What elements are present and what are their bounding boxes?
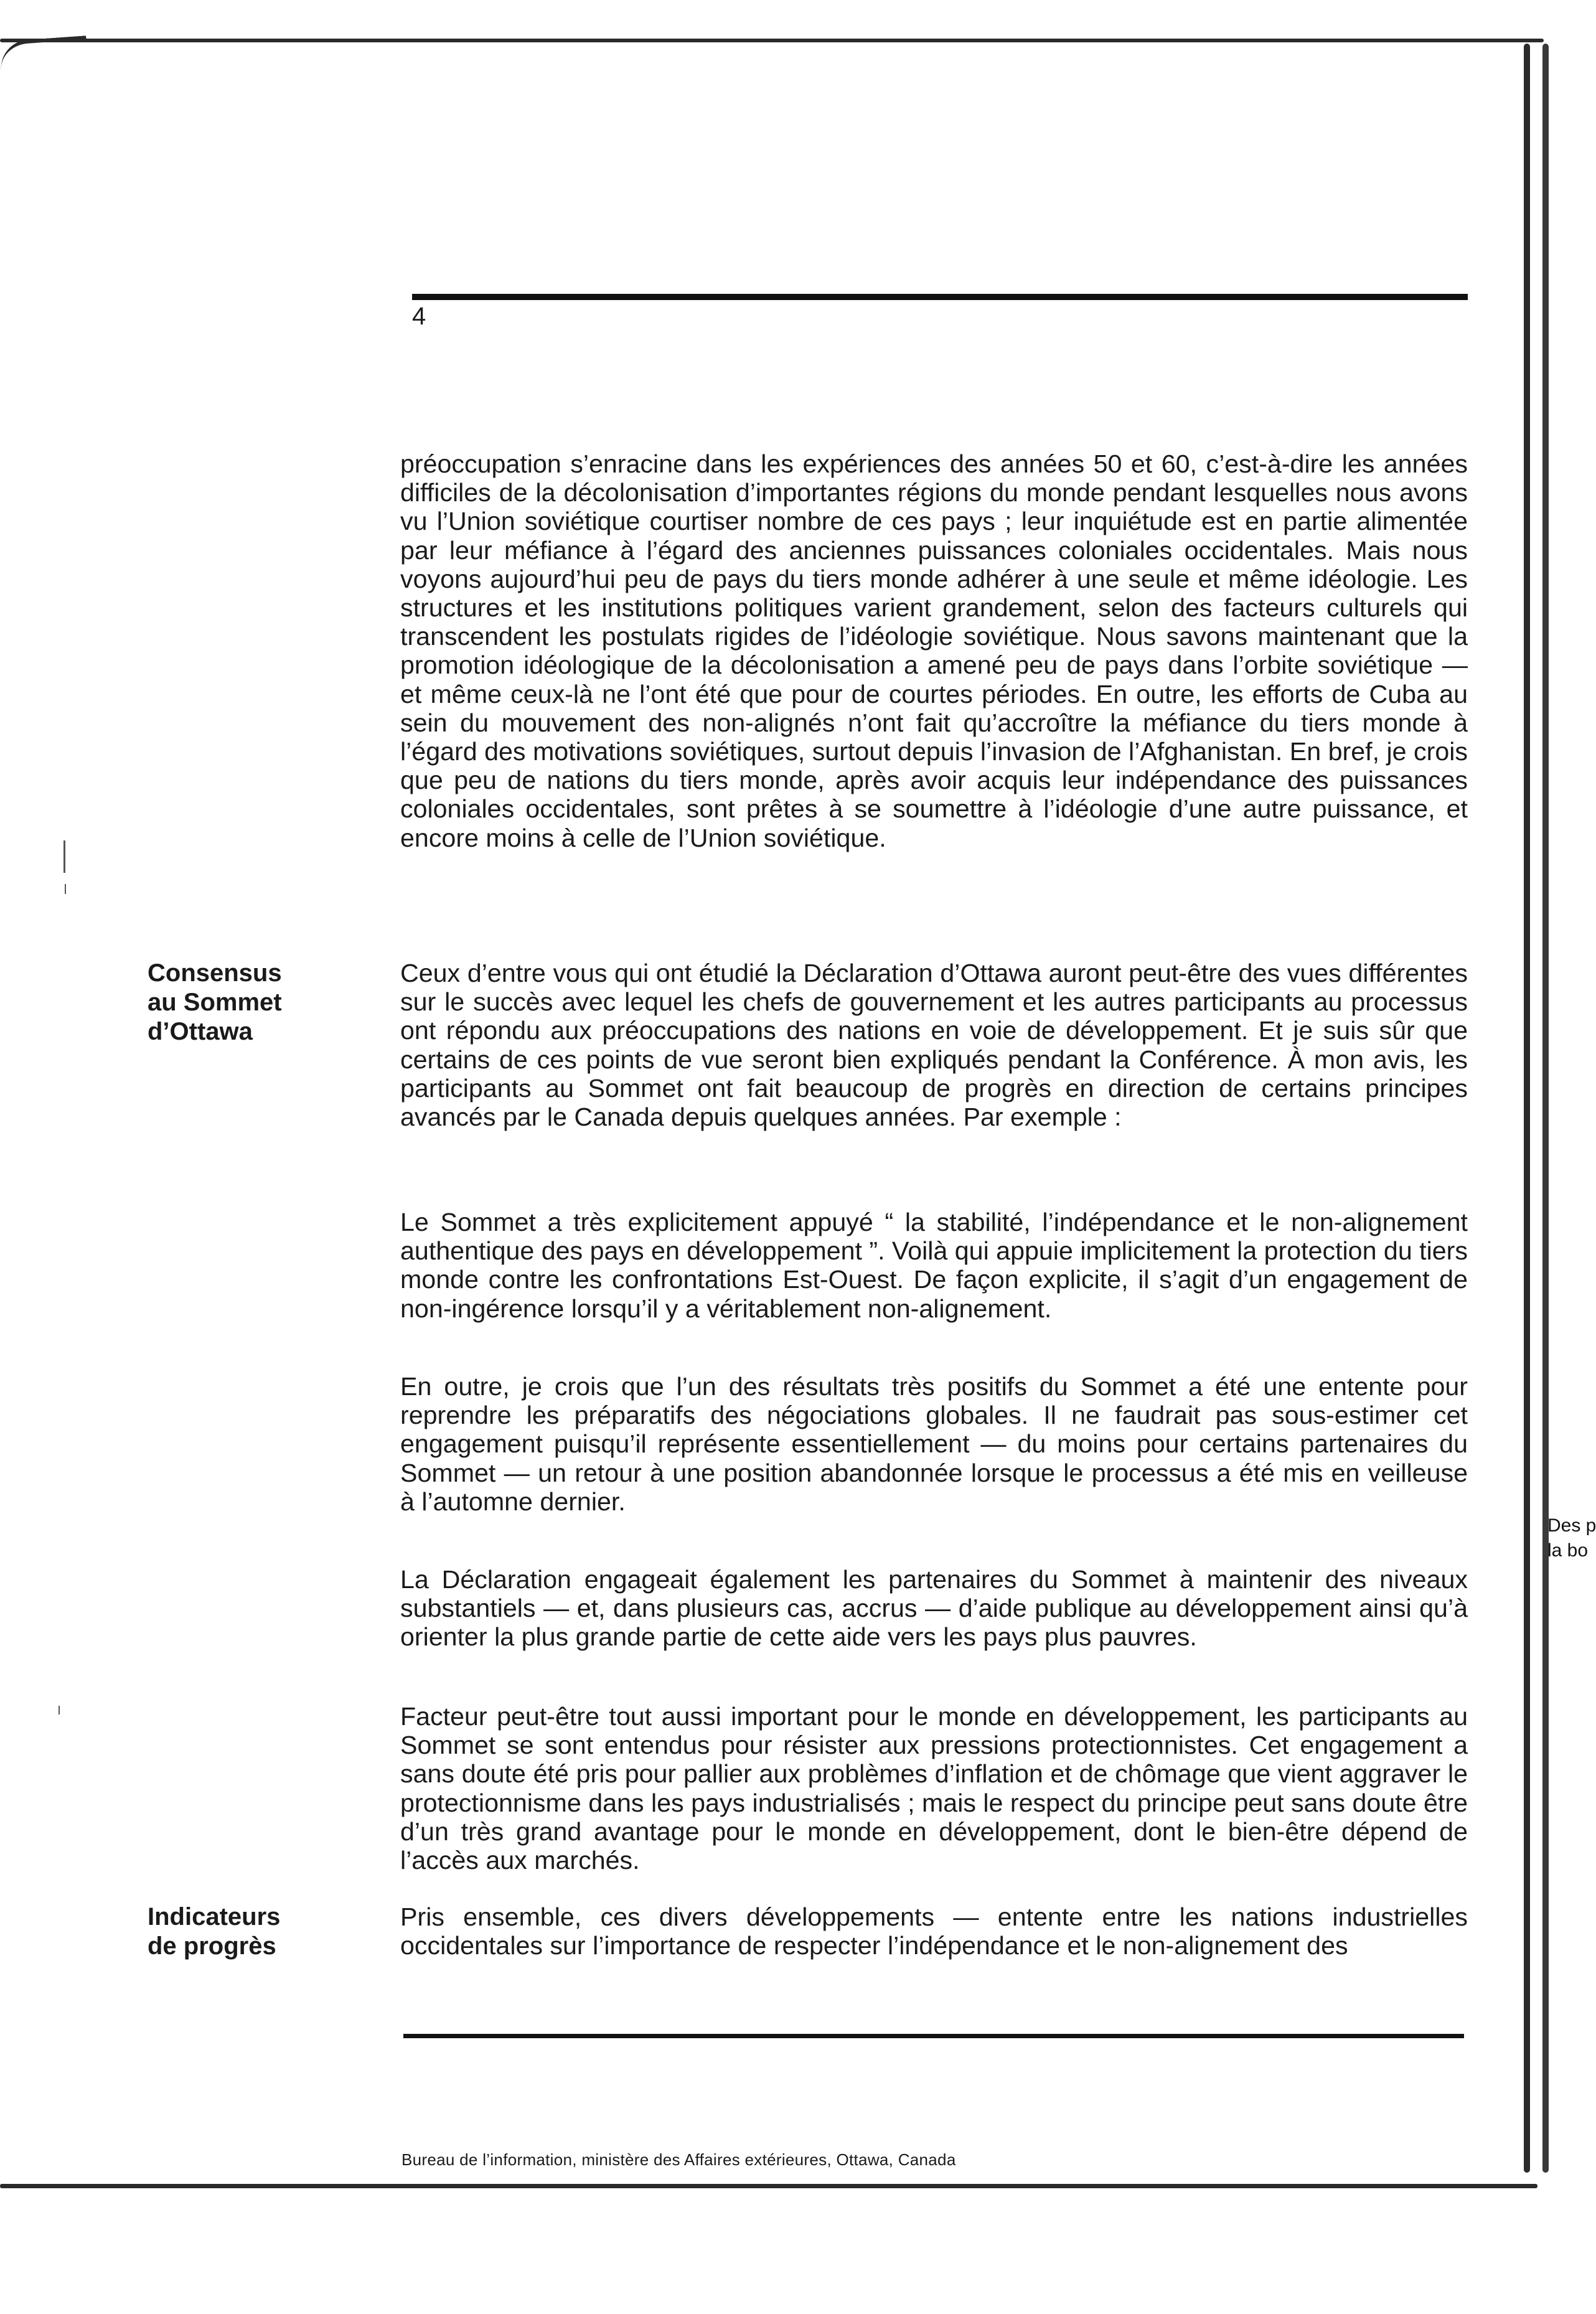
margin-heading-line: Consensus — [148, 959, 282, 987]
scan-frame-right — [1524, 44, 1530, 2173]
scan-speck — [65, 884, 66, 894]
scan-speck — [63, 840, 65, 873]
scan-frame-bottom — [0, 2184, 1537, 2188]
body-paragraph: Facteur peut-être tout aussi important pour le monde en développement, les participants au Sommet se sont entendus pour résister aux pressions protectionnistes. Cet engagement a sans doute été pris pour pallier aux problèmes d’inflation et de chômage que vient aggraver le protectionnisme dans les pays industrialisés ; mais le respect du principe peut sans doute être d’un très grand avantage pour le monde en développement, dont le bien-être dépend de l’accès aux marchés. — [400, 1702, 1468, 1875]
scan-frame-right-inner — [1542, 44, 1549, 2173]
body-paragraph: Pris ensemble, ces divers développements — entente entre les nations industrielles occidentales sur l’importance de respecter l’indépendance et le non-alignement des — [400, 1902, 1468, 1960]
scan-speck — [59, 1706, 60, 1714]
margin-heading-indicateurs — [148, 1902, 334, 1961]
margin-heading-line: Indicateurs — [148, 1903, 281, 1931]
margin-heading-line: de progrès — [148, 1932, 276, 1960]
margin-heading-line: d’Ottawa — [148, 1018, 253, 1045]
header-rule — [412, 294, 1468, 300]
body-paragraph: Ceux d’entre vous qui ont étudié la Déclaration d’Ottawa auront peut-être des vues différentes sur le succès avec lequel les chefs de gouvernement et les autres participants au processus ont répondu aux préoccupations des nations en voie de développement. Et je suis sûr que certains de ces points de vue seront bien expliqués pendant la Conférence. À mon avis, les participants au Sommet ont fait beaucoup de progrès en direction de certains principes avancés par le Canada depuis quelques années. Par exemple : — [400, 959, 1468, 1132]
footer-credit: Bureau de l’information, ministère des Affaires extérieures, Ottawa, Canada — [401, 2150, 956, 2169]
body-paragraph: En outre, je crois que l’un des résultats très positifs du Sommet a été une entente pour reprendre les préparatifs des négociations globales. Il ne faudrait pas sous-estimer cet engagement puisqu’il représente essentiellement — du moins pour certains partenaires du Sommet — un retour à une position abandonnée lorsque le processus a été mis en veilleuse à l’automne dernier. — [400, 1372, 1468, 1516]
body-paragraph: La Déclaration engageait également les partenaires du Sommet à maintenir des niveaux substantiels — et, dans plusieurs cas, accrus — d’aide publique au développement ainsi qu’à orienter la plus grande partie de cette aide vers les pays plus pauvres. — [400, 1565, 1468, 1652]
body-paragraph: préoccupation s’enracine dans les expériences des années 50 et 60, c’est-à-dire les années difficiles de la décolonisation d’importantes régions du monde pendant lesquelles nous avons vu l’Union soviétique courtiser nombre de ces pays ; leur inquiétude est en partie alimentée par leur méfiance à l’égard des anciennes puissances coloniales occidentales. Mais nous voyons aujourd’hui peu de pays du tiers monde adhérer à une seule et même idéologie. Les structures et les institutions politiques varient grandement, selon des facteurs culturels qui transcendent les postulats rigides de l’idéologie soviétique. Nous savons maintenant que la promotion idéologique de la décolonisation a amené peu de pays dans l’orbite soviétique — et même ceux-là ne l’ont été que pour de courtes périodes. En outre, les efforts de Cuba au sein du mouvement des non-alignés n’ont fait qu’accroître la méfiance du tiers monde à l’égard des motivations soviétiques, surtout depuis l’invasion de l’Afghanistan. En bref, je crois que peu de nations du tiers monde, après avoir acquis leur indépendance des puissances coloniales occidentales, sont prêtes à se soumettre à l’idéologie d’une autre puissance, et encore moins à celle de l’Union soviétique. — [400, 449, 1468, 852]
page-number: 4 — [412, 303, 426, 330]
margin-heading-line: au Sommet — [148, 989, 282, 1016]
footer-rule — [403, 2034, 1464, 2038]
scan-frame-top — [0, 39, 1544, 42]
adjacent-page-fragment: la bo — [1547, 1540, 1589, 1561]
body-paragraph: Le Sommet a très explicitement appuyé “ la stabilité, l’indépendance et le non-alignement authentique des pays en développement ”. Voilà qui appuie implicitement la protection du tiers monde contre les confrontations Est-Ouest. De façon explicite, il s’agit d’un engagement de non-ingérence lorsqu’il y a véritablement non-alignement. — [400, 1208, 1468, 1323]
adjacent-page-fragment: Des p — [1547, 1515, 1596, 1536]
margin-heading-consensus — [148, 959, 334, 1046]
